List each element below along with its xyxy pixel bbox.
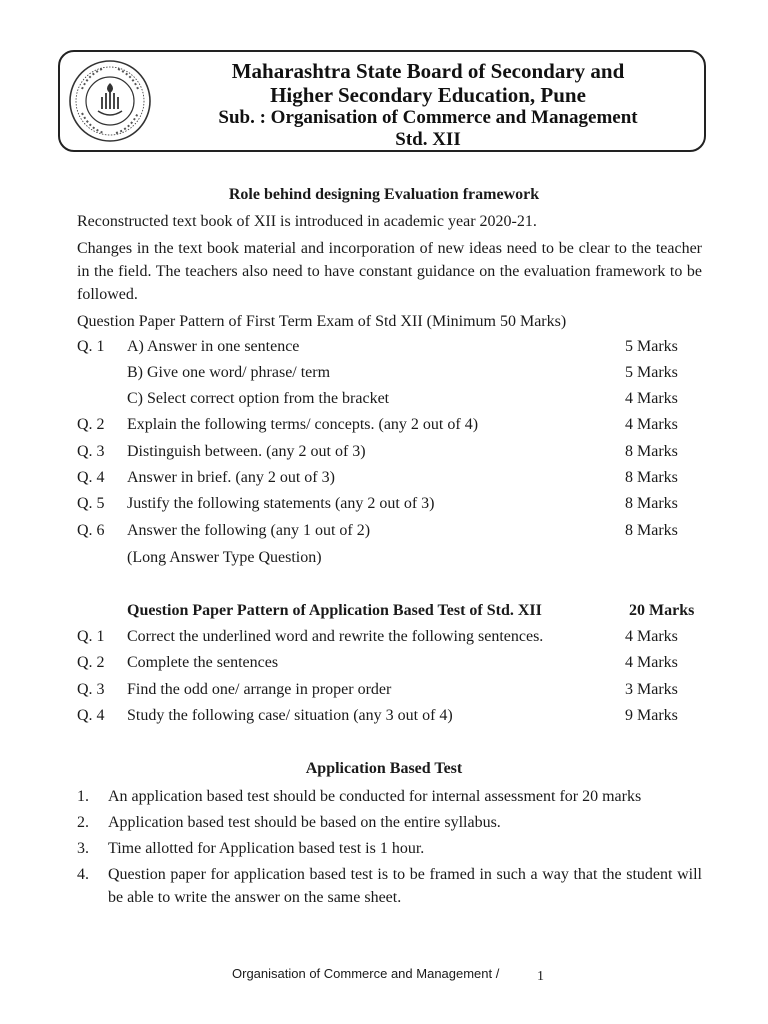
list-item-number: 4. [77,866,89,883]
board-name-line1: Maharashtra State Board of Secondary and [231,59,625,83]
question-text: Study the following case/ situation (any 3 out of 4) [127,707,453,724]
list-item-text: Time allotted for Application based test is 1 hour. [108,840,425,857]
question-marks: 9 Marks [625,707,678,724]
page-number: 1 [537,969,544,984]
question-number: Q. 5 [77,495,105,512]
question-text: Answer the following (any 1 out of 2) [127,522,371,539]
intro-paragraph: Reconstructed text book of XII is introduced in academic year 2020-21. [77,213,537,230]
question-text: Correct the underlined word and rewrite the following sentences. [127,628,544,645]
list-item-number: 2. [77,814,89,831]
board-seal-logo [68,59,152,143]
table-row [77,624,707,650]
changes-paragraph: Changes in the text book material and incorporation of new ideas need to be clear to the teacher in the field. The teachers also need to have constant guidance on the evaluation framework to be followed. [77,240,702,303]
table-row [77,518,707,544]
table-row [77,334,707,360]
question-number: Q. 1 [77,338,105,355]
question-number: Q. 2 [77,654,105,671]
question-marks: 4 Marks [625,390,678,407]
subject-line: Sub. : Organisation of Commerce and Management [218,107,638,128]
question-number: Q. 4 [77,707,105,724]
standard-line: Std. XII [395,129,461,150]
list-item-number: 3. [77,840,89,857]
question-marks: 8 Marks [625,522,678,539]
question-marks: 8 Marks [625,495,678,512]
question-text: Complete the sentences [127,654,279,671]
question-marks: 8 Marks [625,443,678,460]
question-marks: 5 Marks [625,338,678,355]
application-pattern-heading: Question Paper Pattern of Application Based Test of Std. XII [127,602,542,619]
question-text: Answer in brief. (any 2 out of 3) [127,469,335,486]
question-text: Distinguish between. (any 2 out of 3) [127,443,366,460]
question-number: Q. 6 [77,522,105,539]
question-text: (Long Answer Type Question) [127,549,322,566]
table-row [77,650,707,676]
application-pattern-total: 20 Marks [629,602,695,619]
question-marks: 4 Marks [625,654,678,671]
question-marks: 8 Marks [625,469,678,486]
table-row [77,412,707,438]
table-row [77,703,707,729]
question-text: C) Select correct option from the bracket [127,390,390,407]
question-marks: 4 Marks [625,628,678,645]
question-text: Justify the following statements (any 2 out of 3) [127,495,435,512]
list-item-text: Application based test should be based on the entire syllabus. [108,814,501,831]
question-text: Find the odd one/ arrange in proper order [127,681,392,698]
table-row [77,491,707,517]
list-item-text: An application based test should be conducted for internal assessment for 20 marks [108,788,642,805]
application-test-title: Application Based Test [305,760,463,777]
board-name-line2: Higher Secondary Education, Pune [270,83,586,107]
table-row [77,545,707,571]
question-number: Q. 3 [77,443,105,460]
table-row [77,439,707,465]
section-title: Role behind designing Evaluation framework [228,186,540,203]
question-number: Q. 2 [77,416,105,433]
table-row [77,386,707,412]
question-marks: 3 Marks [625,681,678,698]
table-row [77,360,707,386]
question-number: Q. 4 [77,469,105,486]
first-term-pattern-heading: Question Paper Pattern of First Term Exam of Std XII (Minimum 50 Marks) [77,313,567,330]
question-marks: 5 Marks [625,364,678,381]
question-text: B) Give one word/ phrase/ term [127,364,331,381]
board-header [160,59,696,151]
question-number: Q. 3 [77,681,105,698]
question-text: Explain the following terms/ concepts. (any 2 out of 4) [127,416,479,433]
question-text: A) Answer in one sentence [127,338,300,355]
list-item-text: Question paper for application based test is to be framed in such a way that the student will be able to write the answer on the same sheet. [108,866,702,906]
table-row [77,465,707,491]
list-item-number: 1. [77,788,89,805]
page-footer: Organisation of Commerce and Management / [232,966,500,981]
question-marks: 4 Marks [625,416,678,433]
question-number: Q. 1 [77,628,105,645]
table-row [77,677,707,703]
header-box [58,50,706,152]
